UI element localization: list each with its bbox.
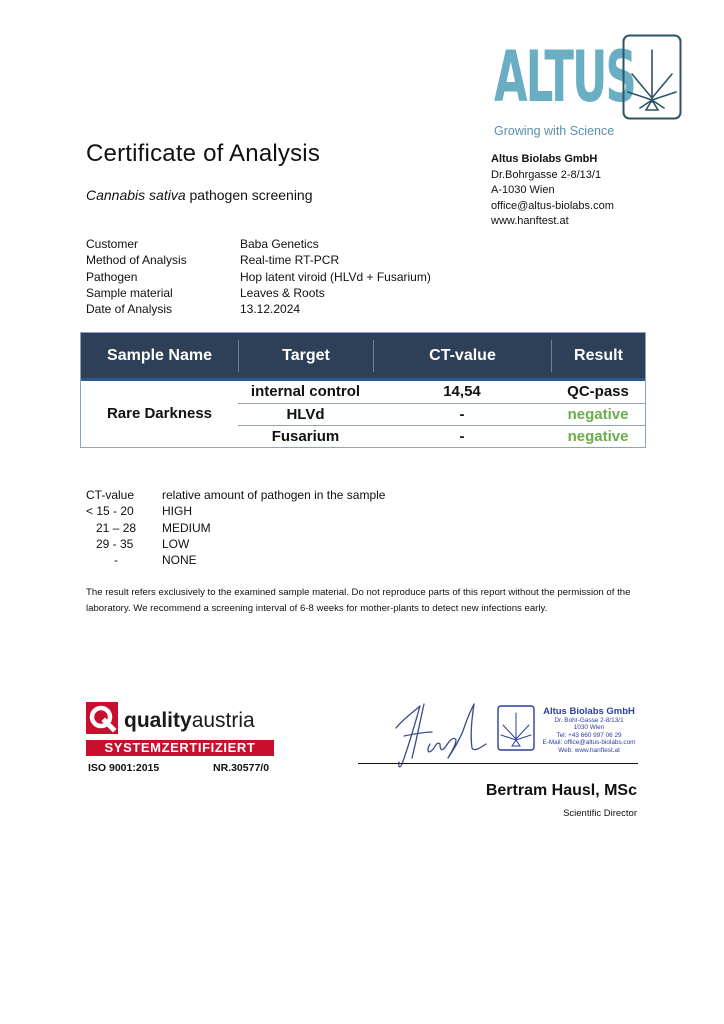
legend-range: < 15 - 20 xyxy=(86,504,134,519)
legend-header xyxy=(86,487,385,503)
quality-austria-light: austria xyxy=(191,709,255,732)
system-certified-banner: SYSTEMZERTIFIZIERT xyxy=(86,740,274,756)
legend-row xyxy=(86,503,385,519)
document-title: Certificate of Analysis xyxy=(86,140,321,167)
header-ct-value: CT-value xyxy=(373,340,551,372)
iso-standard: ISO 9001:2015 xyxy=(88,762,160,774)
quality-austria-bold: quality xyxy=(124,709,192,732)
company-web: www.hanftest.at xyxy=(491,215,569,227)
info-label: Pathogen xyxy=(86,269,138,284)
results-table-header xyxy=(81,333,645,381)
altus-logo-text: ALTUS xyxy=(494,36,635,118)
legend-header-range: CT-value xyxy=(86,488,135,502)
info-label: Sample material xyxy=(86,285,173,300)
company-name: Altus Biolabs GmbH xyxy=(491,153,598,165)
info-value: Baba Genetics xyxy=(240,237,319,251)
stamp-email: E-Mail: office@altus-biolabs.com xyxy=(542,739,636,747)
subtitle-text: pathogen screening xyxy=(189,187,313,203)
stamp-web: Web: www.hanftest.at xyxy=(558,746,620,754)
legend-row xyxy=(86,520,385,536)
info-value: Hop latent viroid (HLVd + Fusarium) xyxy=(240,269,431,284)
header-sample-name: Sample Name xyxy=(107,347,212,364)
company-address xyxy=(491,152,614,230)
company-email: office@altus-biolabs.com xyxy=(491,199,614,212)
stamp-city: 1030 Wien xyxy=(573,724,605,732)
quality-austria-wordmark xyxy=(124,709,255,733)
table-row xyxy=(238,381,645,403)
result-cell: negative xyxy=(567,428,629,445)
signatory-name: Bertram Hausl, MSc xyxy=(485,782,637,799)
quality-austria-q-icon xyxy=(86,702,118,734)
legend-level: NONE xyxy=(162,553,197,568)
signature-line xyxy=(358,763,638,764)
company-city: A-1030 Wien xyxy=(491,184,555,196)
signatory-role: Scientific Director xyxy=(563,808,637,819)
info-label: Customer xyxy=(86,237,139,251)
legend-range: 29 - 35 xyxy=(96,536,134,551)
ct-value-cell: 14,54 xyxy=(443,383,481,400)
info-row-sample-material xyxy=(86,285,431,301)
legend-range: - xyxy=(114,553,118,568)
legend-level: LOW xyxy=(162,536,190,551)
info-row-method xyxy=(86,252,431,268)
legend-header-description: relative amount of pathogen in the sample xyxy=(162,488,386,502)
stamp-street: Dr. Bohr-Gasse 2-8/13/1 xyxy=(554,717,624,724)
legend-range: 21 – 28 xyxy=(96,520,137,535)
legend-level: HIGH xyxy=(162,504,192,519)
certificate-number: NR.30577/0 xyxy=(213,762,270,774)
info-label: Method of Analysis xyxy=(86,253,187,268)
target-cell: Fusarium xyxy=(271,428,340,445)
legend-level: MEDIUM xyxy=(162,520,211,535)
result-cell: negative xyxy=(567,406,629,423)
info-value: 13.12.2024 xyxy=(240,302,301,317)
info-value: Real-time RT-PCR xyxy=(240,253,340,268)
document-subtitle xyxy=(86,187,313,203)
ct-value-cell: - xyxy=(459,428,465,445)
analysis-info xyxy=(86,236,431,317)
company-street: Dr.Bohrgasse 2-8/13/1 xyxy=(491,168,602,181)
info-row-date xyxy=(86,301,431,317)
cannabis-leaf-icon xyxy=(622,34,682,120)
legend-row xyxy=(86,552,385,568)
info-label: Date of Analysis xyxy=(86,302,173,317)
stamp-cannabis-leaf-icon xyxy=(497,705,535,751)
header-result: Result xyxy=(551,340,645,372)
ct-value-cell: - xyxy=(459,406,465,423)
table-row xyxy=(238,425,645,447)
table-row xyxy=(238,403,645,425)
info-row-customer xyxy=(86,236,431,252)
results-table xyxy=(80,332,646,448)
info-row-pathogen xyxy=(86,269,431,285)
sample-name-cell: Rare Darkness xyxy=(106,405,213,422)
info-value: Leaves & Roots xyxy=(240,285,325,300)
disclaimer-text: The result refers exclusively to the examined sample material. Do not reproduce parts of this report without the permission of the laboratory. We recommend a screening interval of 6-8 weeks for mother-plants to detect new infections early. xyxy=(86,587,631,614)
handwritten-signature-icon xyxy=(390,698,490,770)
stamp-company-name: Altus Biolabs GmbH xyxy=(543,706,635,717)
brand-tagline: Growing with Science xyxy=(494,124,615,138)
legend-row xyxy=(86,536,385,552)
result-cell: QC-pass xyxy=(567,383,629,400)
stamp-tel: Tel: +43 660 997 06 29 xyxy=(556,731,622,739)
header-target: Target xyxy=(238,340,373,372)
target-cell: HLVd xyxy=(286,406,325,423)
company-stamp xyxy=(537,706,641,754)
subtitle-latin-name: Cannabis sativa xyxy=(86,187,186,203)
target-cell: internal control xyxy=(250,383,361,400)
ct-value-legend xyxy=(86,487,385,568)
